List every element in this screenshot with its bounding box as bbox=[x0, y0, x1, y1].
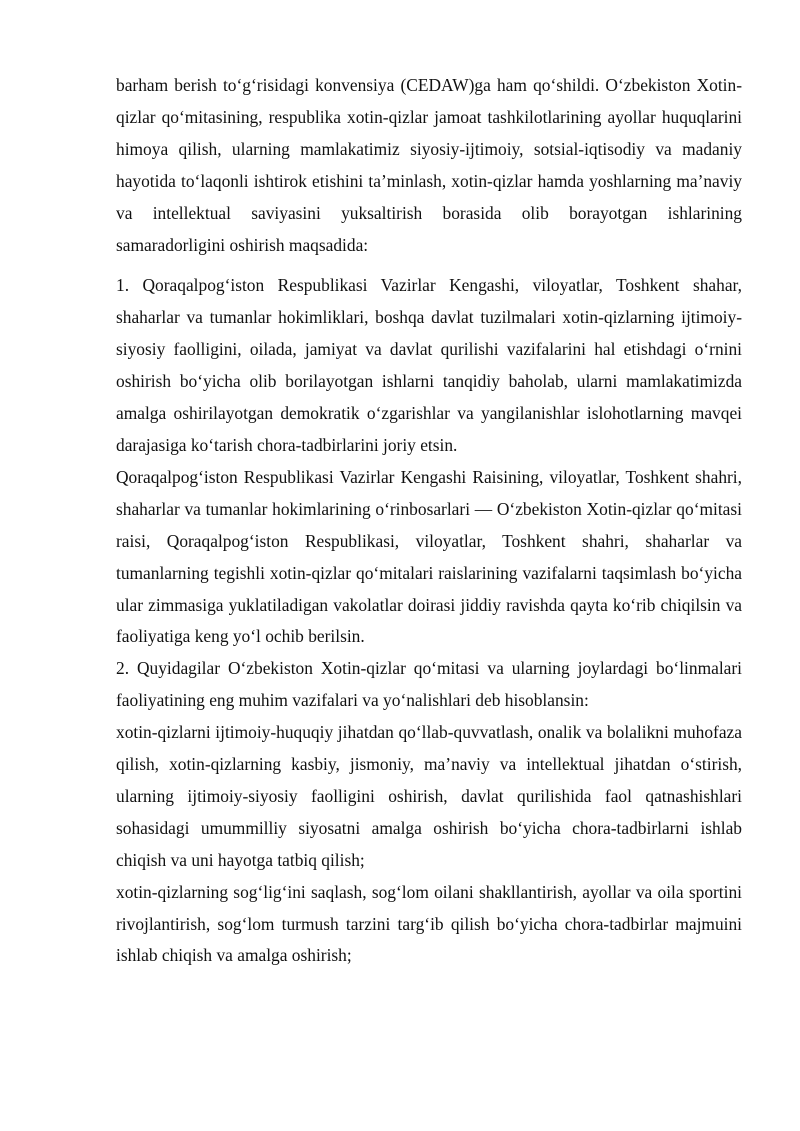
paragraph-item-2-task-1: xotin-qizlarni ijtimoiy-huquqiy jihatdan qo‘llab-quvvatlash, onalik va bolalikni muhofaza qilish, xotin-qizlarning kasbiy, jismoniy, ma’naviy va intellektual jihatdan o‘stirish, ularning ijtimoiy-siyosiy faolligini oshirish, davlat qurilishida faol qatnashishlari sohasidagi umummilliy siyosatni amalga oshirish bo‘yicha chora-tadbirlarni ishlab chiqish va uni hayotga tatbiq qilish; bbox=[116, 722, 742, 870]
paragraph-item-1: 1. Qoraqalpog‘iston Respublikasi Vazirlar Kengashi, viloyatlar, Toshkent shahar, shaharlar va tumanlar hokimliklari, boshqa davlat tuzilmalari xotin-qizlarning ijtimoiy-siyosiy faolligini, oilada, jamiyat va davlat qurilishi vazifalarini hal etishdagi o‘rnini oshirish bo‘yicha olib borilayotgan ishlarni tanqidiy baholab, ularni mamlakatimizda amalga oshirilayotgan demokratik o‘zgarishlar va yangilanishlar islohotlarning mavqei darajasiga ko‘tarish chora-tadbirlarini joriy etsin. bbox=[116, 275, 742, 455]
paragraph-item-1-continuation: Qoraqalpog‘iston Respublikasi Vazirlar Kengashi Raisining, viloyatlar, Toshkent shahri, shaharlar va tumanlar hokimlarining o‘rinbosarlari — O‘zbekiston Xotin-qizlar qo‘mitasi raisi, Qoraqalpog‘iston Respublikasi, viloyatlar, Toshkent shahri, shaharlar va tumanlarning tegishli xotin-qizlar qo‘mitalari raislarining vazifalarni taqsimlash bo‘yicha ular zimmasiga yuklatiladigan vakolatlar doirasi jiddiy ravishda qayta ko‘rib chiqilsin va faoliyatiga keng yo‘l ochib berilsin. bbox=[116, 466, 742, 647]
paragraph-intro: barham berish to‘g‘risidagi konvensiya (CEDAW)ga ham qo‘shildi. O‘zbekiston Xotin-qizlar qo‘mitasining, respublika xotin-qizlar jamoat tashkilotlarining ayollar huquqlarini himoya qilish, ularning mamlakatimiz siyosiy-ijtimoiy, sotsial-iqtisodiy va madaniy hayotida to‘laqonli ishtirok etishini ta’minlash, xotin-qizlar hamda yoshlarning ma’naviy va intellektual saviyasini yuksaltirish borasida olib borayotgan ishlarining samaradorligini oshirish maqsadida: bbox=[116, 75, 742, 255]
document-page bbox=[116, 70, 742, 972]
paragraph-item-2-task-2: xotin-qizlarning sog‘lig‘ini saqlash, sog‘lom oilani shakllantirish, ayollar va oila sportini rivojlantirish, sog‘lom turmush tarzini targ‘ib qilish bo‘yicha chora-tadbirlar majmuini ishlab chiqish va amalga oshirish; bbox=[116, 881, 742, 966]
paragraph-item-2: 2. Quyidagilar O‘zbekiston Xotin-qizlar qo‘mitasi va ularning joylardagi bo‘linmalari faoliyatining eng muhim vazifalari va yo‘nalishlari deb hisoblansin: bbox=[116, 658, 742, 711]
